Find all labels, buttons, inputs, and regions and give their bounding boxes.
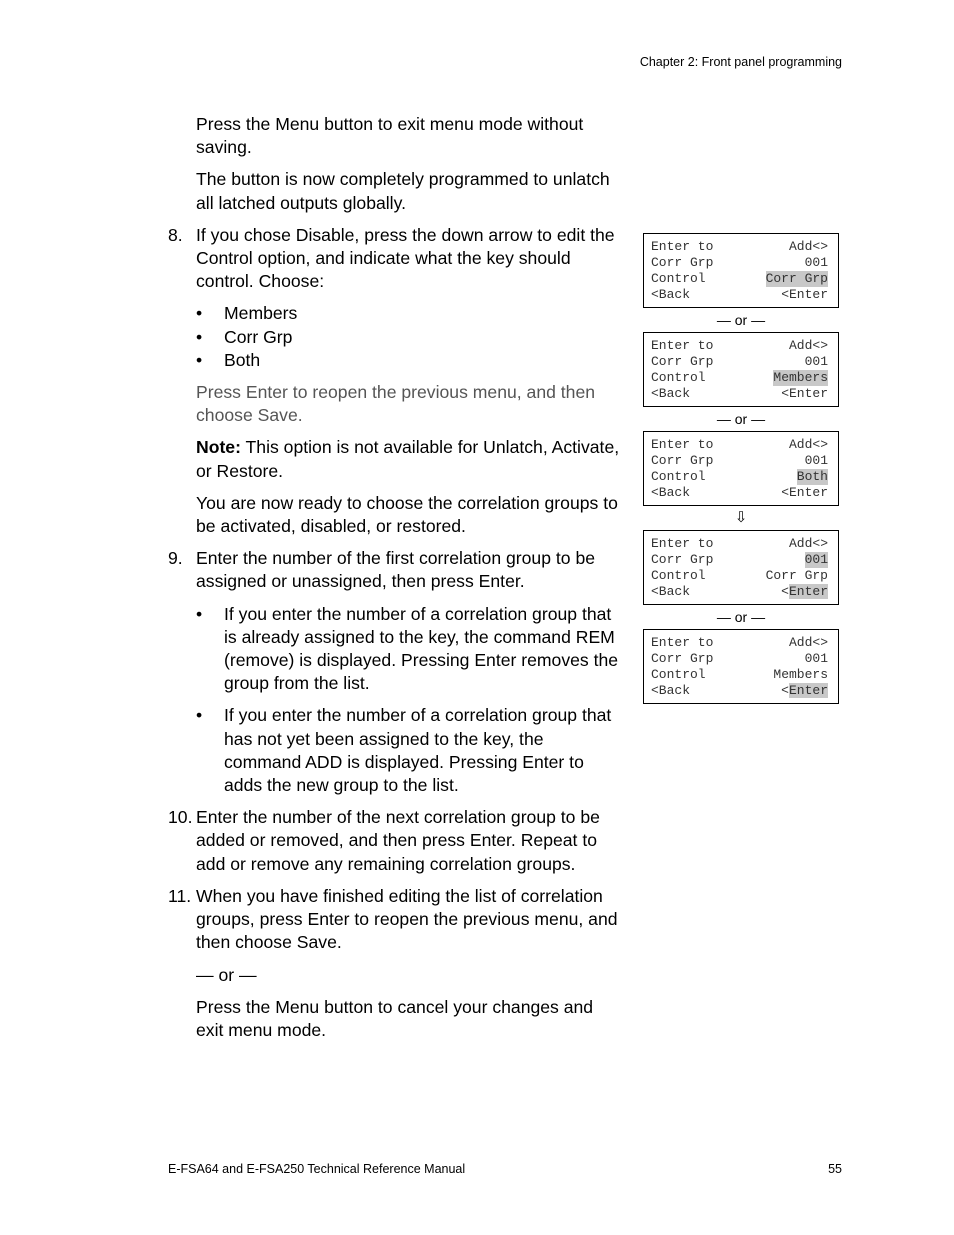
step-number: 11. xyxy=(168,885,192,906)
ready-paragraph: You are now ready to choose the correlation groups to be activated, disabled, or restored. xyxy=(196,492,618,537)
assign-options-list xyxy=(196,603,623,798)
bullet-icon: • xyxy=(196,603,203,624)
or-separator: — or — xyxy=(196,964,257,985)
highlighted-value: Members xyxy=(773,370,828,385)
note-text: This option is not available for Unlatch, Activate, or Restore. xyxy=(196,437,620,481)
step-text: When you have finished editing the list of correlation groups, press Enter to reopen the previous menu, and then choose Save. xyxy=(196,885,618,953)
page-number: 55 xyxy=(828,1162,842,1176)
list-item: • If you enter the number of a correlation group that has not yet been assigned to the key, the command ADD is displayed. Pressing Enter to adds the new group to the list. xyxy=(196,704,623,797)
bullet-icon: • xyxy=(196,303,203,324)
bullet-icon: • xyxy=(196,705,203,726)
step-number: 9. xyxy=(168,548,183,569)
list-item: • Members xyxy=(196,302,623,325)
lcd-panels xyxy=(643,233,839,704)
footer-title: E-FSA64 and E-FSA250 Technical Reference Manual xyxy=(168,1162,466,1176)
step-8 xyxy=(168,224,623,294)
note-paragraph xyxy=(196,436,623,482)
step-number: 10. xyxy=(168,807,193,828)
highlighted-value: Enter xyxy=(788,683,828,698)
or-separator: — or — xyxy=(716,411,766,427)
list-item: • Corr Grp xyxy=(196,326,623,349)
step-text: Enter the number of the first correlation group to be assigned or unassigned, then press Enter. xyxy=(196,548,596,592)
note-label: Note: xyxy=(196,437,241,458)
lcd-panel-corr-grp: Enter to Add<> Corr Grp 001 Control Corr Grp <Back <Enter xyxy=(643,233,839,308)
control-options-list xyxy=(196,302,623,372)
intro-paragraph-2: The button is now completely programmed to unlatch all latched outputs globally. xyxy=(196,169,610,213)
main-content xyxy=(168,113,623,1051)
step-11 xyxy=(168,885,623,955)
down-arrow-icon: ⇩ xyxy=(734,509,748,526)
highlighted-value: Corr Grp xyxy=(765,271,828,286)
step-9 xyxy=(168,547,623,593)
step-text: If you chose Disable, press the down arrow to edit the Control option, and indicate what the key should control. Choose: xyxy=(196,224,615,292)
lcd-panel-group-number: Enter to Add<> Corr Grp 001 Control Corr Grp <Back <Enter xyxy=(643,530,839,605)
reopen-paragraph: Press Enter to reopen the previous menu, and then choose Save. xyxy=(196,382,596,426)
lcd-panel-enter: Enter to Add<> Corr Grp 001 Control Members <Back <Enter xyxy=(643,629,839,704)
list-item: • Both xyxy=(196,349,623,372)
or-separator: — or — xyxy=(716,312,766,328)
step-text: Enter the number of the next correlation group to be added or removed, and then press Enter. Repeat to add or remove any remaining correlation groups. xyxy=(196,807,600,874)
list-item: • If you enter the number of a correlation group that is already assigned to the key, the command REM (remove) is displayed. Pressing Enter removes the group from the list. xyxy=(196,603,623,696)
cancel-paragraph: Press the Menu button to cancel your changes and exit menu mode. xyxy=(196,996,594,1040)
bullet-icon: • xyxy=(196,326,203,347)
highlighted-value: Enter xyxy=(788,584,828,599)
intro-paragraph-1: Press the Menu button to exit menu mode without saving. xyxy=(196,114,584,158)
chapter-header: Chapter 2: Front panel programming xyxy=(639,55,842,69)
highlighted-value: Both xyxy=(796,469,828,484)
or-separator: — or — xyxy=(716,609,766,625)
lcd-panel-members: Enter to Add<> Corr Grp 001 Control Members <Back <Enter xyxy=(643,332,839,407)
step-number: 8. xyxy=(168,224,183,245)
step-10 xyxy=(168,806,623,876)
lcd-panel-both: Enter to Add<> Corr Grp 001 Control Both <Back <Enter xyxy=(643,431,839,506)
bullet-icon: • xyxy=(196,349,203,370)
highlighted-value: 001 xyxy=(804,552,828,567)
